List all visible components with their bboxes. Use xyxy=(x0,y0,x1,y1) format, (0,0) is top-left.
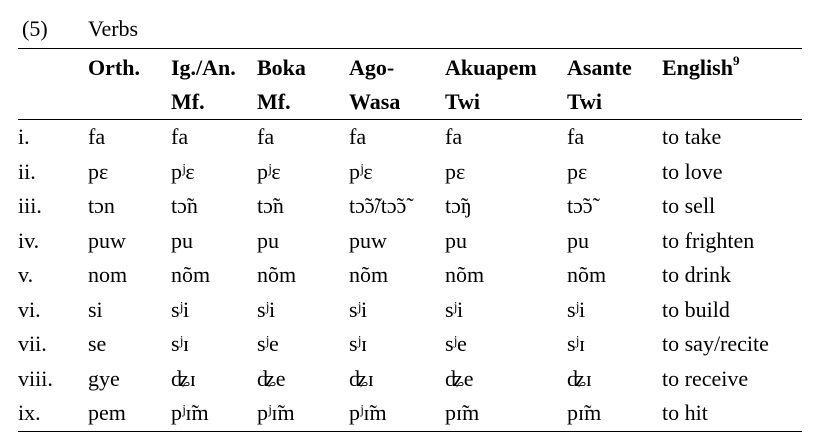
cell-ago-wasa: tɔ̃ɔ̃/tɔ̃ɔ̃ xyxy=(349,193,407,218)
cell-ago-wasa: pʲɛ xyxy=(349,158,373,184)
cell-orth: fa xyxy=(88,124,106,149)
row-number: vii. xyxy=(18,331,47,356)
example-title: Verbs xyxy=(88,16,139,41)
table-row xyxy=(18,327,802,362)
row-number: ix. xyxy=(18,396,88,431)
cell-akuapem: sʲe xyxy=(445,331,467,356)
header-asante xyxy=(567,49,662,120)
cell-boka: ʥe xyxy=(257,365,286,391)
cell-boka: pʲɪ̃m xyxy=(257,396,349,431)
cell-ig-an: ʥɪ xyxy=(171,365,196,391)
table-row xyxy=(18,396,802,431)
header-ig-an-line2: Mf. xyxy=(171,89,205,114)
footnote-marker: 9 xyxy=(732,52,740,68)
verbs-table xyxy=(18,48,802,432)
cell-ig-an: pu xyxy=(171,227,193,253)
row-number: ii. xyxy=(18,158,36,184)
table-row xyxy=(18,120,802,155)
cell-english: to take xyxy=(662,124,722,149)
row-number: iv. xyxy=(18,227,40,253)
cell-asante: tɔ̃ɔ̃ xyxy=(567,193,593,218)
header-asante-line1: Asante xyxy=(567,55,632,80)
row-number: i. xyxy=(18,124,30,149)
cell-boka: tɔ̃n xyxy=(257,193,284,218)
cell-ago-wasa: sʲɪ xyxy=(349,331,368,356)
cell-ago-wasa: pʲɪ̃m xyxy=(349,396,445,431)
header-akuapem xyxy=(445,49,567,120)
header-asante-line2: Twi xyxy=(567,89,603,114)
cell-english: to build xyxy=(662,296,730,322)
cell-orth: puw xyxy=(88,227,126,253)
cell-akuapem: ʥe xyxy=(445,365,474,391)
cell-ig-an: fa xyxy=(171,124,189,149)
cell-akuapem: tɔ̃ŋ xyxy=(445,193,472,218)
header-ago-line1: Ago- xyxy=(349,55,395,80)
header-akuapem-line1: Akuapem xyxy=(445,55,537,80)
cell-akuapem: fa xyxy=(445,124,463,149)
cell-orth: pɛ xyxy=(88,158,109,184)
table-row xyxy=(18,362,802,397)
cell-english: to drink xyxy=(662,262,732,287)
header-ig-an xyxy=(171,49,257,120)
header-boka-line1: Boka xyxy=(257,55,306,80)
cell-english: to hit xyxy=(662,396,802,431)
header-ig-an-line1: Ig./An. xyxy=(171,55,236,80)
cell-akuapem: nõm xyxy=(445,262,485,287)
cell-akuapem: pɛ xyxy=(445,158,466,184)
cell-boka: pʲɛ xyxy=(257,158,281,184)
table-row xyxy=(18,258,802,293)
cell-orth: tɔn xyxy=(88,193,115,218)
cell-asante: nõm xyxy=(567,262,607,287)
cell-asante: ʥɪ xyxy=(567,365,592,391)
cell-english: to receive xyxy=(662,365,749,391)
cell-boka: sʲi xyxy=(257,296,276,322)
cell-english: to frighten xyxy=(662,227,755,253)
table-row xyxy=(18,155,802,190)
cell-ago-wasa: puw xyxy=(349,227,387,253)
cell-orth: si xyxy=(88,296,103,322)
cell-orth: gye xyxy=(88,365,120,391)
cell-boka: fa xyxy=(257,124,275,149)
cell-asante: pɛ xyxy=(567,158,588,184)
table-row xyxy=(18,189,802,224)
row-number: iii. xyxy=(18,193,42,218)
header-boka xyxy=(257,49,349,120)
header-orth-label: Orth. xyxy=(88,55,140,80)
cell-ig-an: sʲi xyxy=(171,296,190,322)
cell-ig-an: sʲɪ xyxy=(171,331,190,356)
cell-orth: nom xyxy=(88,262,128,287)
example-number: (5) xyxy=(22,16,48,41)
cell-boka: sʲe xyxy=(257,331,279,356)
cell-english: to say/recite xyxy=(662,331,769,356)
cell-ago-wasa: nõm xyxy=(349,262,389,287)
cell-akuapem: pu xyxy=(445,227,467,253)
cell-akuapem: pɪ̃m xyxy=(445,396,567,431)
cell-asante: fa xyxy=(567,124,585,149)
cell-english: to sell xyxy=(662,193,716,218)
cell-ig-an: pʲɪ̃m xyxy=(171,396,257,431)
cell-asante: pu xyxy=(567,227,589,253)
cell-ig-an: tɔ̃n xyxy=(171,193,198,218)
cell-ago-wasa: fa xyxy=(349,124,367,149)
table-row xyxy=(18,293,802,328)
header-orth xyxy=(88,49,171,120)
header-boka-line2: Mf. xyxy=(257,89,291,114)
cell-ig-an: nõm xyxy=(171,262,211,287)
header-akuapem-line2: Twi xyxy=(445,89,481,114)
header-english xyxy=(662,49,802,120)
header-number xyxy=(18,49,88,120)
row-number: viii. xyxy=(18,365,53,391)
row-number: v. xyxy=(18,262,34,287)
cell-asante: sʲi xyxy=(567,296,586,322)
cell-orth: se xyxy=(88,331,107,356)
cell-ago-wasa: ʥɪ xyxy=(349,365,374,391)
table-body xyxy=(18,120,802,432)
cell-asante: pɪ̃m xyxy=(567,396,662,431)
cell-orth: pem xyxy=(88,396,171,431)
header-ago-wasa xyxy=(349,49,445,120)
cell-boka: pu xyxy=(257,227,279,253)
table-header-row xyxy=(18,49,802,120)
header-english-label: English xyxy=(662,55,733,80)
cell-asante: sʲɪ xyxy=(567,331,586,356)
cell-ig-an: pʲɛ xyxy=(171,158,195,184)
row-number: vi. xyxy=(18,296,41,322)
cell-english: to love xyxy=(662,158,723,184)
table-row xyxy=(18,224,802,259)
cell-akuapem: sʲi xyxy=(445,296,464,322)
header-ago-line2: Wasa xyxy=(349,89,401,114)
cell-boka: nõm xyxy=(257,262,297,287)
cell-ago-wasa: sʲi xyxy=(349,296,368,322)
